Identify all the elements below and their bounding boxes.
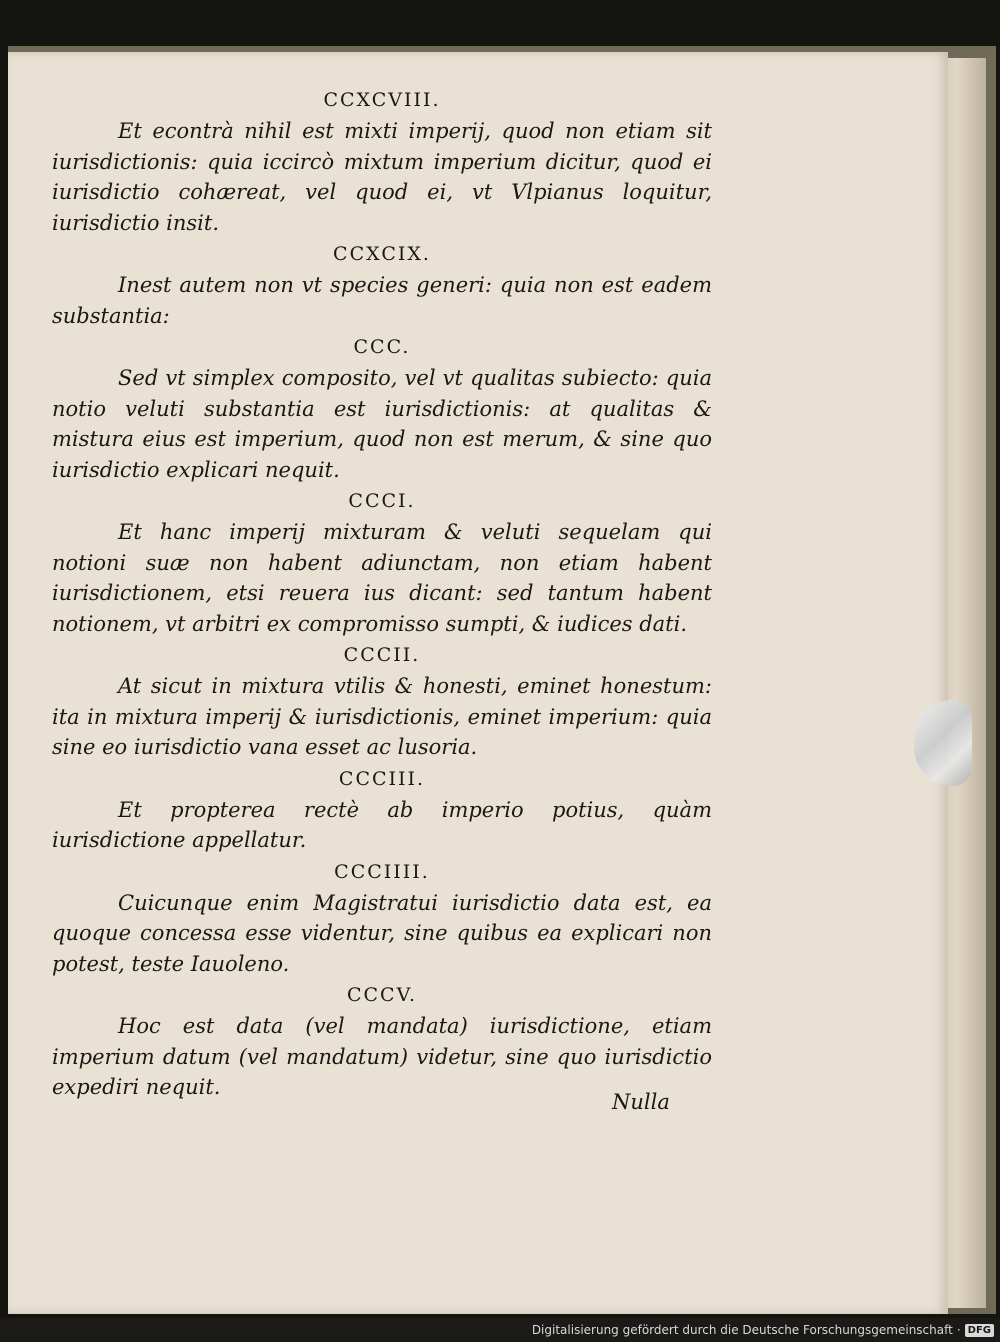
section-heading: CCC.: [353, 336, 411, 358]
digitization-credit: [532, 1321, 994, 1339]
section-paragraph: Et propterea rectè ab imperio potius, quàm iurisdictione appellatur.: [52, 797, 712, 852]
section-paragraph: At sicut in mixtura vtilis & honesti, eminet honestum: ita in mixtura imperij & iurisdictionis, eminet imperium: quia sine eo iurisdictio vana esset ac lusoria.: [52, 674, 712, 759]
section-paragraph: Cuicunque enim Magistratui iurisdictio data est, ea quoque concessa esse videntur, sine quibus ea explicari non potest, teste Iauoleno.: [52, 890, 712, 976]
section-heading: CCCIII.: [338, 767, 426, 790]
separator: ·: [956, 1323, 961, 1337]
section-heading: CCCIIII.: [334, 860, 430, 883]
section-paragraph: Inest autem non vt species generi: quia non est eadem substantia:: [52, 273, 712, 328]
catchword: Nulla: [612, 1090, 670, 1114]
credit-text: Digitalisierung gefördert durch die Deutsche Forschungsgemeinschaft: [531, 1323, 953, 1337]
dfg-logo-icon: DFG: [965, 1324, 994, 1337]
section-paragraph: Hoc est data (vel mandata) iurisdictione, etiam imperium datum (vel mandatum) videtur, sine quo iurisdictio expediri nequit.: [52, 1014, 712, 1099]
section-paragraph: Et hanc imperij mixturam & veluti sequelam qui notioni suæ non habent adiunctam, non etiam habent iurisdictionem, etsi reuera ius dicant: sed tantum habent notionem, vt arbitri ex compromisso sumpti, & iudices dati.: [52, 520, 712, 636]
page-text: [52, 84, 712, 1103]
section-heading: CCXCVIII.: [323, 89, 441, 111]
section-heading: CCCV.: [346, 984, 418, 1006]
section-heading: CCCI.: [348, 490, 416, 512]
section-heading: CCXCIX.: [333, 243, 431, 265]
section-paragraph: Et econtrà nihil est mixti imperij, quod non etiam sit iurisdictionis: quia iccircò mixtum imperium dicitur, quod ei iurisdictio cohæreat, vel quod ei, vt Vlpianus loquitur, iurisdictio insit.: [52, 119, 712, 235]
section-paragraph: Sed vt simplex composito, vel vt qualitas subiecto: quia notio veluti substantia est iurisdictionis: at qualitas & mistura eius est imperium, quod non est merum, & sine quo iurisdictio explicari nequit.: [52, 366, 712, 482]
section-heading: CCCII.: [343, 644, 421, 666]
